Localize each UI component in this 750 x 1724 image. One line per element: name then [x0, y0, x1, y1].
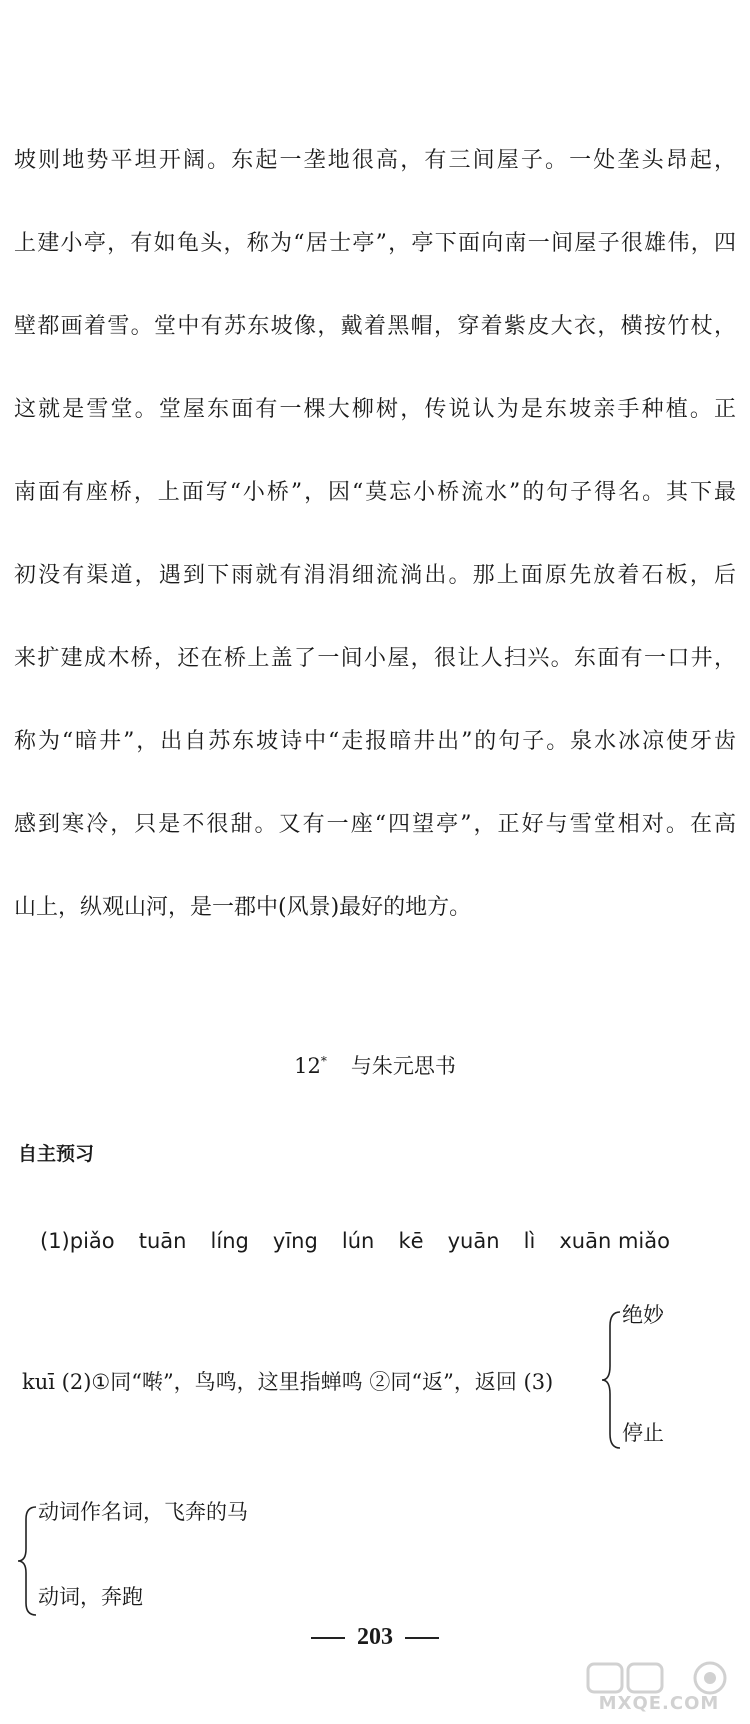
body-line: 称为“暗井”，出自苏东坡诗中“走报暗井出”的句子。泉水冰凉使牙齿: [14, 729, 736, 754]
watermark-logo: [584, 1660, 734, 1716]
body-line: 山上，纵观山河，是一郡中(风景)最好的地方。: [14, 895, 472, 920]
body-line: 上建小亭，有如龟头，称为“居士亭”，亭下面向南一间屋子很雄伟，四: [14, 231, 736, 256]
body-line: 感到寒冷，只是不很甜。又有一座“四望亭”，正好与雪堂相对。在高: [14, 812, 736, 837]
lesson-number: 12*: [294, 1054, 327, 1078]
pinyin-item: lún: [341, 1229, 375, 1253]
body-line: 坡则地势平坦开阔。东起一垄地很高，有三间屋子。一处垄头昂起，: [14, 148, 736, 173]
pinyin-item: lì: [523, 1229, 536, 1253]
pinyin-item: (1)piǎo: [40, 1229, 115, 1253]
lesson-title: [0, 1046, 750, 1081]
pinyin-item: yīng: [272, 1229, 318, 1253]
brace-option-bottom: 动词，奔跑: [38, 1585, 143, 1609]
page-number: 203: [0, 1622, 750, 1652]
pinyin-item: tuān: [138, 1229, 187, 1253]
answer-line-2: kuī (2)①同“啭”，鸟鸣，这里指蝉鸣 ②同“返”，返回 (3): [22, 1370, 554, 1394]
body-line: 壁都画着雪。堂中有苏东坡像，戴着黑帽，穿着紫皮大衣，横按竹杖，: [14, 314, 736, 339]
pinyin-item: kē: [398, 1229, 424, 1253]
brace-option-top: 动词作名词，飞奔的马: [38, 1500, 248, 1524]
body-line: 这就是雪堂。堂屋东面有一棵大柳树，传说认为是东坡亲手种植。正: [14, 397, 736, 422]
pinyin-answers: [40, 1226, 670, 1256]
body-line: 南面有座桥，上面写“小桥”，因“莫忘小桥流水”的句子得名。其下最: [14, 480, 736, 505]
brace-option-top: 绝妙: [622, 1303, 664, 1327]
section-heading: 自主预习: [18, 1143, 95, 1165]
pinyin-item: líng: [210, 1229, 249, 1253]
pinyin-item: yuān: [447, 1229, 500, 1253]
brace-option-bottom: 停止: [622, 1421, 664, 1445]
watermark-icon: [584, 1660, 734, 1696]
watermark-text: MXQE.COM: [598, 1693, 720, 1714]
dash-left: [311, 1637, 345, 1639]
body-line: 初没有渠道，遇到下雨就有涓涓细流淌出。那上面原先放着石板，后: [14, 563, 736, 588]
curly-brace-icon: [16, 1505, 40, 1617]
dash-right: [405, 1637, 439, 1639]
body-line: 来扩建成木桥，还在桥上盖了一间小屋，很让人扫兴。东面有一口井，: [14, 646, 736, 671]
lesson-name: 与朱元思书: [350, 1054, 456, 1078]
curly-brace-icon: [600, 1310, 624, 1450]
pinyin-item: xuān miǎo: [559, 1229, 670, 1253]
